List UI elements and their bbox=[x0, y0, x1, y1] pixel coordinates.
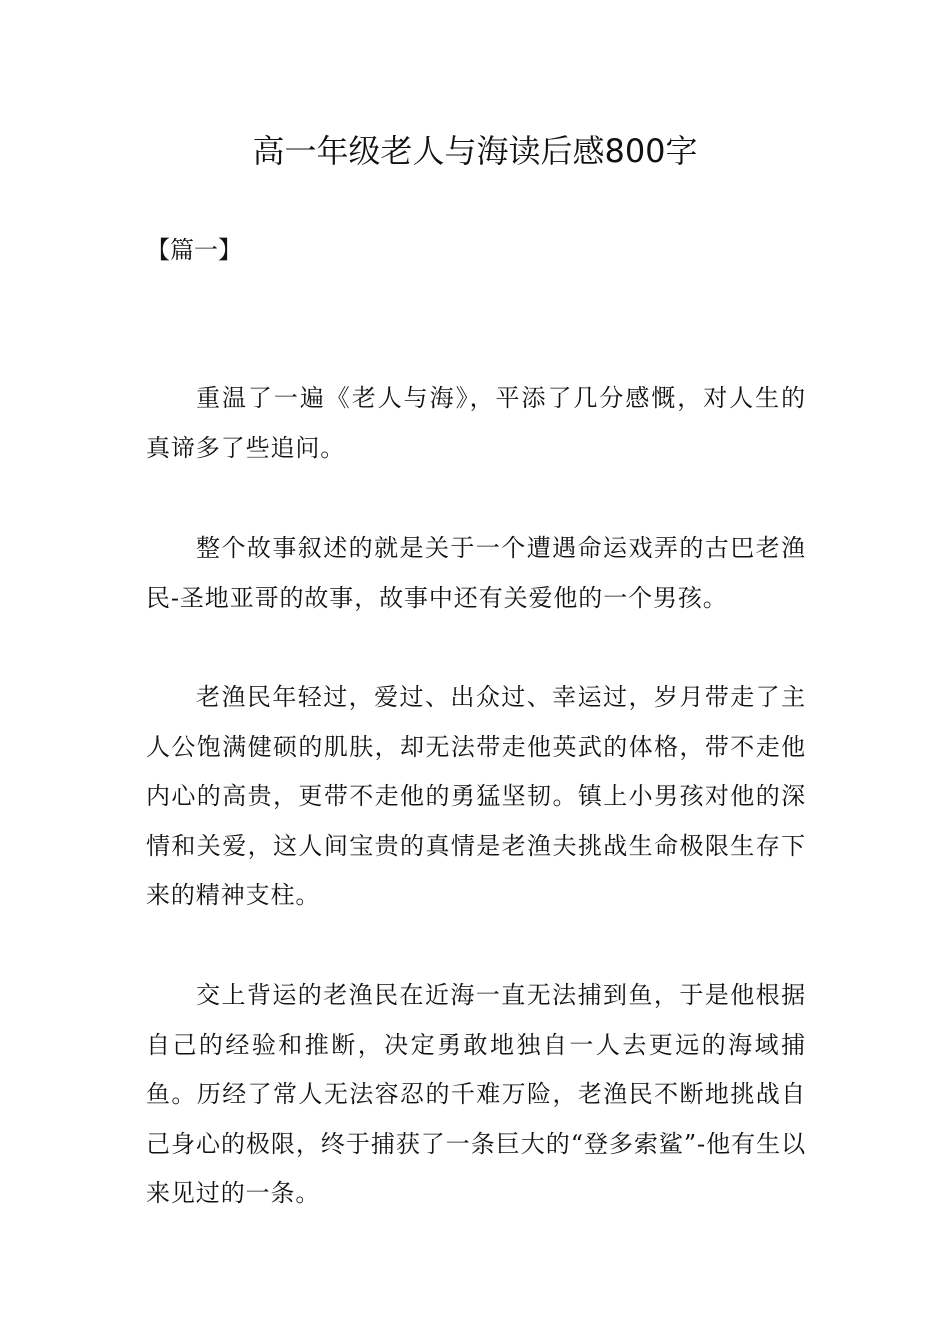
paragraph-3: 老渔民年轻过，爱过、出众过、幸运过，岁月带走了主人公饱满健硕的肌肤，却无法带走他英武的体格，带不走他内心的高贵，更带不走他的勇猛坚韧。镇上小男孩对他的深情和关爱，这人间宝贵的真情是老渔夫挑战生命极限生存下来的精神支柱。 bbox=[146, 683, 806, 909]
paragraph-4: 交上背运的老渔民在近海一直无法捕到鱼，于是他根据自己的经验和推断，决定勇敢地独自一人去更远的海域捕鱼。历经了常人无法容忍的千难万险，老渔民不断地挑战自己身心的极限，终于捕获了一条巨大的“登多索鲨”-他有生以来见过的一条。 bbox=[146, 981, 806, 1207]
paragraph-2: 整个故事叙述的就是关于一个遭遇命运戏弄的古巴老渔民-圣地亚哥的故事，故事中还有关爱他的一个男孩。 bbox=[146, 534, 806, 612]
page-title: 高一年级老人与海读后感800字 bbox=[252, 132, 698, 170]
section-label: 【篇一】 bbox=[146, 236, 242, 264]
paragraph-1: 重温了一遍《老人与海》，平添了几分感慨，对人生的真谛多了些追问。 bbox=[146, 384, 806, 462]
